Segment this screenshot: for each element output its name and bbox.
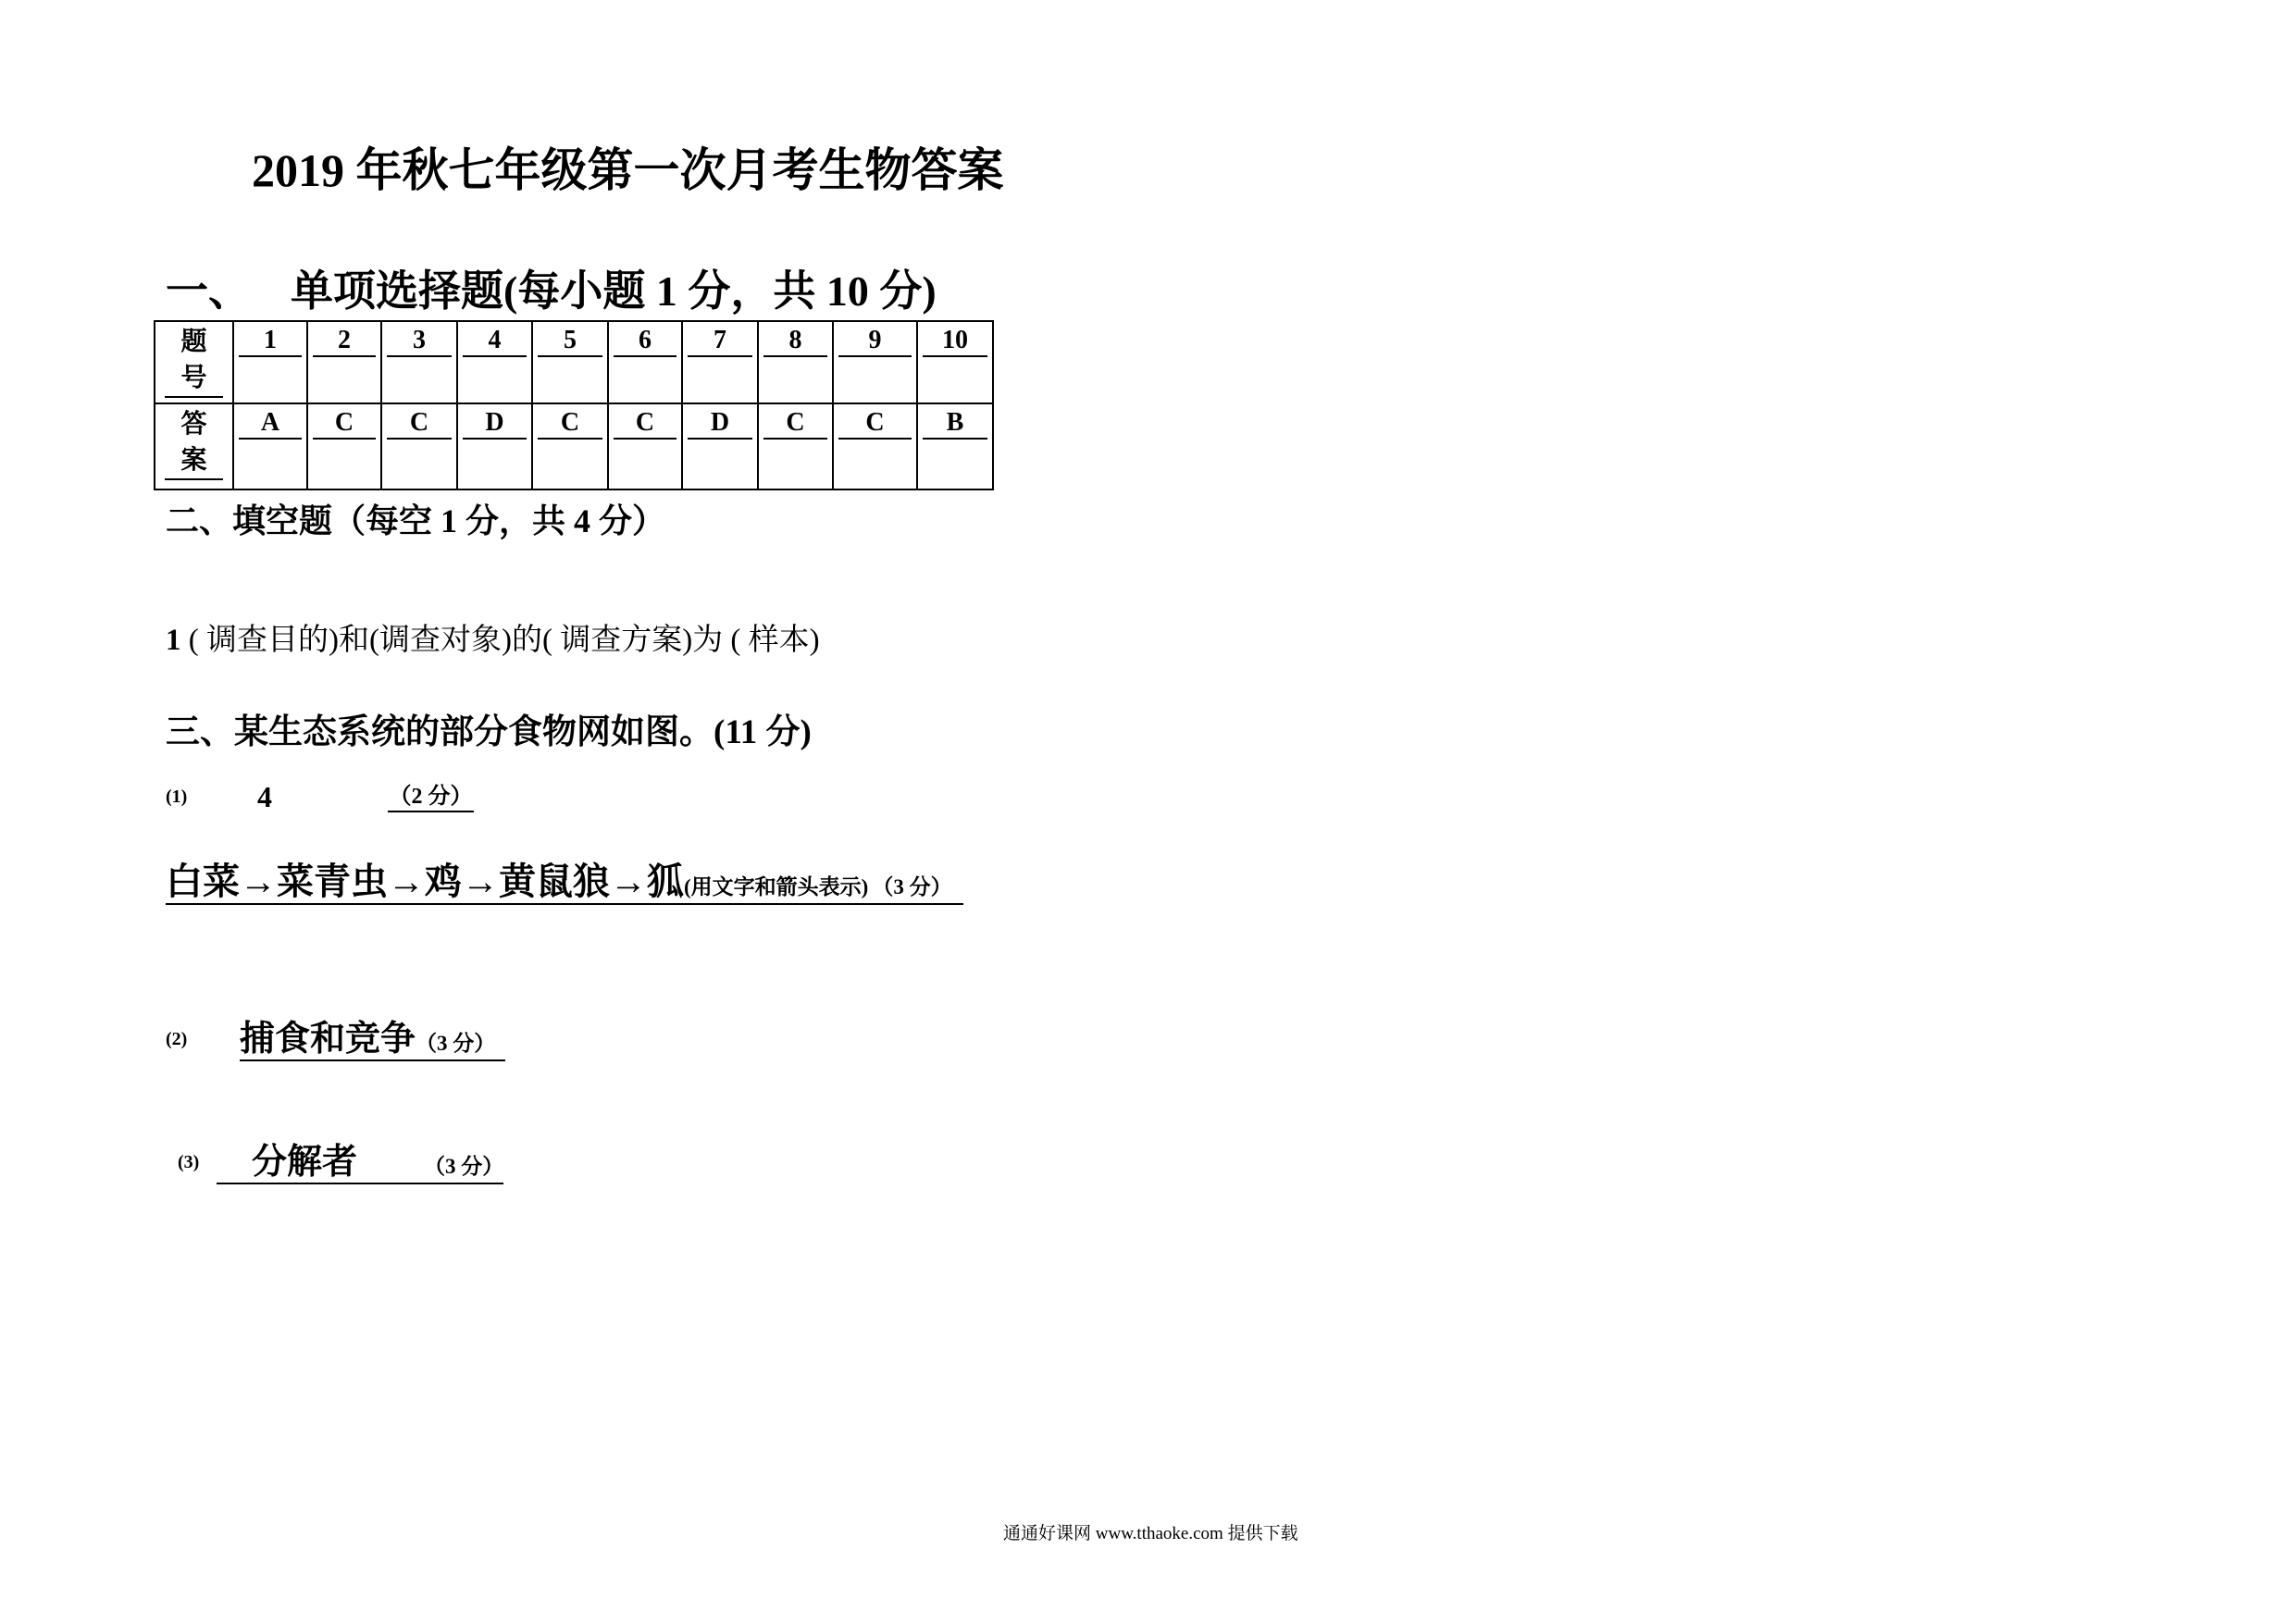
question-cell xyxy=(307,321,381,403)
food-chain-note: (用文字和箭头表示) xyxy=(684,875,869,898)
label-char: 答 xyxy=(180,410,207,439)
answer-letter: C xyxy=(763,404,827,440)
answer-cell xyxy=(682,403,758,489)
food-chain-underline xyxy=(166,863,963,905)
q1-score-text: （2 分） xyxy=(388,786,474,812)
question-cell xyxy=(233,321,307,403)
question-number: 7 xyxy=(688,322,752,357)
row-label-cell xyxy=(155,403,233,489)
question-cell xyxy=(608,321,682,403)
fill-in-number: 1 xyxy=(166,624,181,657)
answer-letter: C xyxy=(538,404,602,440)
q3-underline xyxy=(217,1145,503,1184)
question-cell xyxy=(457,321,532,403)
answer-cell xyxy=(381,403,457,489)
answer-letter: C xyxy=(614,404,676,440)
section1-heading: 单项选择题(每小题 1 分，共 10 分) xyxy=(291,267,937,315)
food-chain-text: 白菜→菜青虫→鸡→黄鼠狼→狐 xyxy=(166,861,684,902)
question-cell xyxy=(833,321,917,403)
answer-letter: D xyxy=(463,404,527,440)
section2-heading: 二、填空题（每空 1 分，共 4 分） xyxy=(166,502,666,539)
section3-heading: 三、某生态系统的部分食物网如图。(11 分) xyxy=(166,713,812,751)
q1-score xyxy=(388,786,474,812)
label-char: 案 xyxy=(180,446,207,475)
answer-letter: C xyxy=(313,404,376,440)
row-label-cell xyxy=(155,321,233,403)
answer-letter: C xyxy=(387,404,452,440)
answer-cell xyxy=(307,403,381,489)
question-cell xyxy=(532,321,608,403)
q3-answer: 分解者 xyxy=(252,1143,358,1182)
q2-answer: 捕食和竞争 xyxy=(240,1020,416,1059)
question-number: 6 xyxy=(614,322,676,357)
answer-letter: D xyxy=(688,404,752,440)
q2-answer-group xyxy=(240,1022,505,1061)
q3-score: （3 分） xyxy=(424,1155,504,1178)
answer-cell xyxy=(457,403,532,489)
question-number: 10 xyxy=(923,322,987,357)
question-number: 4 xyxy=(463,322,527,357)
food-chain-answer xyxy=(166,863,963,905)
q1-answer: 4 xyxy=(257,780,272,813)
answer-cell xyxy=(608,403,682,489)
answer-cell xyxy=(233,403,307,489)
question-number-row xyxy=(155,321,993,403)
question-number: 2 xyxy=(313,322,376,357)
question-number: 1 xyxy=(239,322,302,357)
question-number: 5 xyxy=(538,322,602,357)
question-cell xyxy=(758,321,833,403)
question-cell xyxy=(917,321,993,403)
q3-answer-group xyxy=(217,1145,503,1184)
answer-cell xyxy=(532,403,608,489)
q3-label: (3) xyxy=(178,1152,200,1172)
answer-label xyxy=(165,406,223,480)
q2-label: (2) xyxy=(166,1029,188,1049)
question-number-label xyxy=(165,324,223,398)
label-char: 题 xyxy=(180,328,207,356)
question-number: 8 xyxy=(763,322,827,357)
section1-number: 一、 xyxy=(166,267,251,315)
question-number: 3 xyxy=(387,322,452,357)
question-cell xyxy=(381,321,457,403)
q1-label: (1) xyxy=(166,787,188,807)
answer-cell xyxy=(917,403,993,489)
footer-source-text: 通通好课网 www.tthaoke.com 提供下载 xyxy=(1003,1524,1298,1543)
answer-cell xyxy=(833,403,917,489)
answer-letter: A xyxy=(239,404,302,440)
answer-cell xyxy=(758,403,833,489)
question-cell xyxy=(682,321,758,403)
answer-letter: C xyxy=(838,404,912,440)
answer-letter: B xyxy=(923,404,987,440)
answer-row xyxy=(155,403,993,489)
question-number: 9 xyxy=(838,322,912,357)
label-char: 号 xyxy=(180,364,207,392)
q2-underline xyxy=(240,1022,505,1061)
multiple-choice-answer-table xyxy=(154,320,994,490)
fill-in-answer-line xyxy=(166,626,820,656)
q2-score: （3 分） xyxy=(416,1032,496,1055)
document-title: 2019 年秋七年级第一次月考生物答案 xyxy=(252,144,1004,196)
fill-in-answers: ( 调查目的)和(调查对象)的( 调查方案)为 ( 样本) xyxy=(188,624,820,657)
food-chain-score: （3 分） xyxy=(872,875,952,898)
